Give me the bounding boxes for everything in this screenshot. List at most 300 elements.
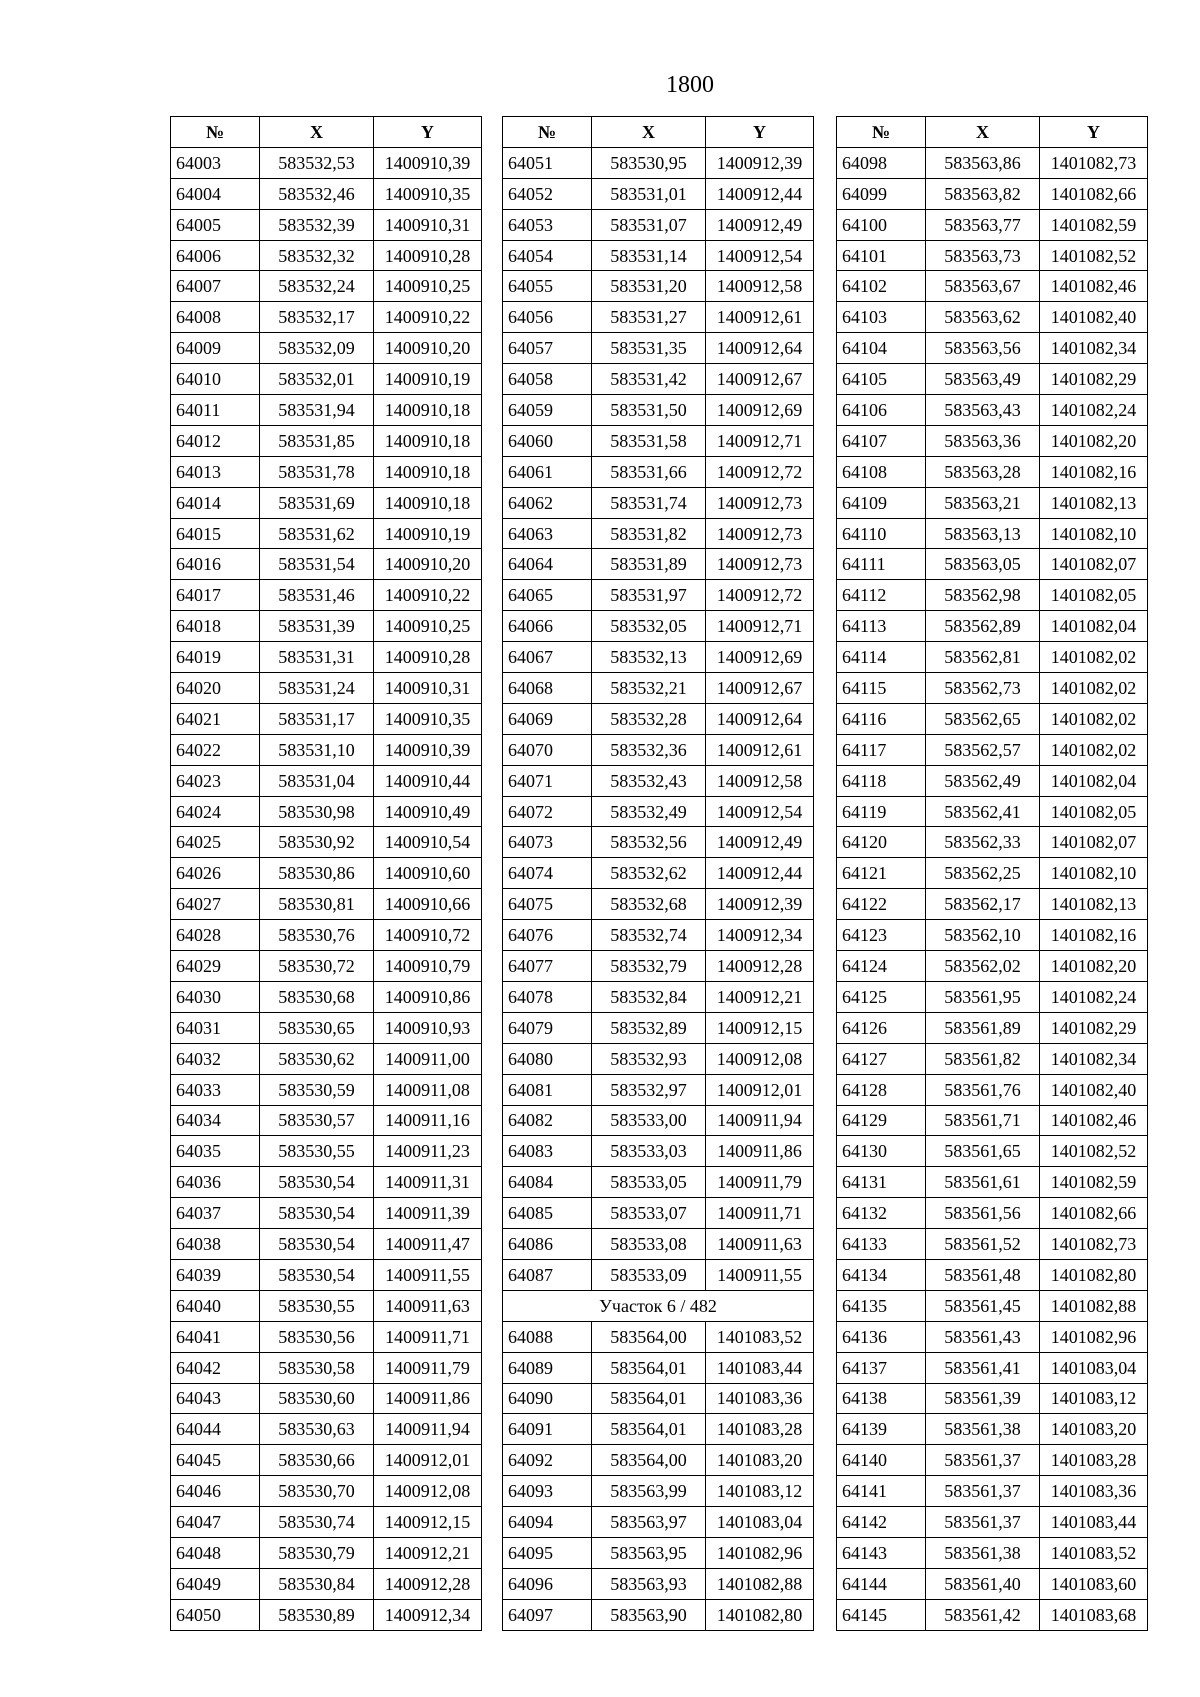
- point-number-cell: 64006: [171, 240, 260, 271]
- x-coordinate-cell: 583530,56: [260, 1321, 374, 1352]
- table-row: [503, 209, 814, 240]
- x-coordinate-cell: 583532,46: [260, 178, 374, 209]
- x-coordinate-cell: 583530,59: [260, 1074, 374, 1105]
- table-row: [837, 147, 1148, 178]
- point-number-cell: 64115: [837, 673, 926, 704]
- x-coordinate-cell: 583561,76: [926, 1074, 1040, 1105]
- table-row: [503, 920, 814, 951]
- y-coordinate-cell: 1400912,58: [706, 271, 814, 302]
- y-coordinate-cell: 1401082,73: [1040, 1229, 1148, 1260]
- table-row: [171, 1167, 482, 1198]
- header-x: X: [260, 117, 374, 148]
- y-coordinate-cell: 1400911,94: [374, 1414, 482, 1445]
- point-number-cell: 64059: [503, 395, 592, 426]
- table-row: [837, 1537, 1148, 1568]
- x-coordinate-cell: 583530,89: [260, 1599, 374, 1630]
- table-row: [503, 1414, 814, 1445]
- table-row: [503, 673, 814, 704]
- y-coordinate-cell: 1400910,39: [374, 734, 482, 765]
- x-coordinate-cell: 583561,38: [926, 1537, 1040, 1568]
- point-number-cell: 64123: [837, 920, 926, 951]
- y-coordinate-cell: 1401082,29: [1040, 364, 1148, 395]
- y-coordinate-cell: 1400912,54: [706, 796, 814, 827]
- x-coordinate-cell: 583532,79: [592, 951, 706, 982]
- table-row: [171, 1012, 482, 1043]
- y-coordinate-cell: 1400910,25: [374, 611, 482, 642]
- table-row: [171, 1445, 482, 1476]
- point-number-cell: 64101: [837, 240, 926, 271]
- point-number-cell: 64028: [171, 920, 260, 951]
- point-number-cell: 64082: [503, 1105, 592, 1136]
- point-number-cell: 64012: [171, 425, 260, 456]
- y-coordinate-cell: 1400912,34: [706, 920, 814, 951]
- y-coordinate-cell: 1401083,28: [1040, 1445, 1148, 1476]
- table-row: [171, 364, 482, 395]
- point-number-cell: 64114: [837, 642, 926, 673]
- y-coordinate-cell: 1401082,13: [1040, 487, 1148, 518]
- header-number: №: [837, 117, 926, 148]
- y-coordinate-cell: 1400912,54: [706, 240, 814, 271]
- x-coordinate-cell: 583531,07: [592, 209, 706, 240]
- y-coordinate-cell: 1400910,31: [374, 673, 482, 704]
- y-coordinate-cell: 1401083,60: [1040, 1568, 1148, 1599]
- x-coordinate-cell: 583531,35: [592, 333, 706, 364]
- y-coordinate-cell: 1400912,73: [706, 549, 814, 580]
- y-coordinate-cell: 1401083,04: [1040, 1352, 1148, 1383]
- table-row: [503, 518, 814, 549]
- point-number-cell: 64145: [837, 1599, 926, 1630]
- point-number-cell: 64072: [503, 796, 592, 827]
- x-coordinate-cell: 583563,49: [926, 364, 1040, 395]
- y-coordinate-cell: 1400910,31: [374, 209, 482, 240]
- y-coordinate-cell: 1400910,79: [374, 951, 482, 982]
- x-coordinate-cell: 583563,93: [592, 1568, 706, 1599]
- y-coordinate-cell: 1400910,18: [374, 487, 482, 518]
- x-coordinate-cell: 583530,54: [260, 1198, 374, 1229]
- x-coordinate-cell: 583563,77: [926, 209, 1040, 240]
- table-row: [171, 1198, 482, 1229]
- x-coordinate-cell: 583562,33: [926, 827, 1040, 858]
- table-row: [503, 765, 814, 796]
- table-row: [171, 1105, 482, 1136]
- y-coordinate-cell: 1401082,24: [1040, 395, 1148, 426]
- table-row: [503, 364, 814, 395]
- y-coordinate-cell: 1400911,55: [374, 1259, 482, 1290]
- point-number-cell: 64024: [171, 796, 260, 827]
- x-coordinate-cell: 583530,76: [260, 920, 374, 951]
- table-header-row: [837, 117, 1148, 148]
- point-number-cell: 64075: [503, 889, 592, 920]
- point-number-cell: 64007: [171, 271, 260, 302]
- point-number-cell: 64065: [503, 580, 592, 611]
- point-number-cell: 64058: [503, 364, 592, 395]
- y-coordinate-cell: 1400911,16: [374, 1105, 482, 1136]
- point-number-cell: 64009: [171, 333, 260, 364]
- table-row: [503, 1507, 814, 1538]
- point-number-cell: 64015: [171, 518, 260, 549]
- x-coordinate-cell: 583530,54: [260, 1229, 374, 1260]
- x-coordinate-cell: 583562,17: [926, 889, 1040, 920]
- table-row: [837, 1445, 1148, 1476]
- x-coordinate-cell: 583533,03: [592, 1136, 706, 1167]
- table-row: [171, 765, 482, 796]
- y-coordinate-cell: 1401083,28: [706, 1414, 814, 1445]
- point-number-cell: 64061: [503, 456, 592, 487]
- point-number-cell: 64128: [837, 1074, 926, 1105]
- table-row: [171, 1383, 482, 1414]
- table-row: [837, 673, 1148, 704]
- x-coordinate-cell: 583531,17: [260, 703, 374, 734]
- table-row: [171, 1507, 482, 1538]
- x-coordinate-cell: 583530,58: [260, 1352, 374, 1383]
- point-number-cell: 64086: [503, 1229, 592, 1260]
- x-coordinate-cell: 583563,67: [926, 271, 1040, 302]
- y-coordinate-cell: 1400912,44: [706, 178, 814, 209]
- y-coordinate-cell: 1400912,69: [706, 395, 814, 426]
- point-number-cell: 64126: [837, 1012, 926, 1043]
- x-coordinate-cell: 583561,89: [926, 1012, 1040, 1043]
- x-coordinate-cell: 583561,38: [926, 1414, 1040, 1445]
- point-number-cell: 64005: [171, 209, 260, 240]
- x-coordinate-cell: 583561,37: [926, 1445, 1040, 1476]
- table-row: [837, 765, 1148, 796]
- point-number-cell: 64107: [837, 425, 926, 456]
- y-coordinate-cell: 1400911,23: [374, 1136, 482, 1167]
- y-coordinate-cell: 1400912,28: [374, 1568, 482, 1599]
- x-coordinate-cell: 583531,04: [260, 765, 374, 796]
- table-row: [837, 1321, 1148, 1352]
- point-number-cell: 64098: [837, 147, 926, 178]
- header-y: Y: [1040, 117, 1148, 148]
- x-coordinate-cell: 583561,52: [926, 1229, 1040, 1260]
- y-coordinate-cell: 1400910,18: [374, 425, 482, 456]
- x-coordinate-cell: 583531,14: [592, 240, 706, 271]
- y-coordinate-cell: 1400910,28: [374, 642, 482, 673]
- point-number-cell: 64085: [503, 1198, 592, 1229]
- point-number-cell: 64003: [171, 147, 260, 178]
- table-row: [171, 1476, 482, 1507]
- table-row: [837, 1136, 1148, 1167]
- y-coordinate-cell: 1400912,15: [706, 1012, 814, 1043]
- y-coordinate-cell: 1400910,28: [374, 240, 482, 271]
- point-number-cell: 64039: [171, 1259, 260, 1290]
- point-number-cell: 64099: [837, 178, 926, 209]
- x-coordinate-cell: 583561,40: [926, 1568, 1040, 1599]
- point-number-cell: 64130: [837, 1136, 926, 1167]
- y-coordinate-cell: 1401082,13: [1040, 889, 1148, 920]
- y-coordinate-cell: 1400912,21: [374, 1537, 482, 1568]
- y-coordinate-cell: 1400911,63: [374, 1290, 482, 1321]
- point-number-cell: 64049: [171, 1568, 260, 1599]
- point-number-cell: 64142: [837, 1507, 926, 1538]
- y-coordinate-cell: 1401082,52: [1040, 1136, 1148, 1167]
- table-row: [837, 734, 1148, 765]
- point-number-cell: 64134: [837, 1259, 926, 1290]
- x-coordinate-cell: 583532,89: [592, 1012, 706, 1043]
- point-number-cell: 64016: [171, 549, 260, 580]
- y-coordinate-cell: 1400911,08: [374, 1074, 482, 1105]
- table-row: [837, 981, 1148, 1012]
- x-coordinate-cell: 583561,71: [926, 1105, 1040, 1136]
- point-number-cell: 64081: [503, 1074, 592, 1105]
- section-label: Участок 6 / 482: [503, 1290, 814, 1321]
- table-header-row: [503, 117, 814, 148]
- x-coordinate-cell: 583562,02: [926, 951, 1040, 982]
- x-coordinate-cell: 583530,68: [260, 981, 374, 1012]
- y-coordinate-cell: 1401082,96: [1040, 1321, 1148, 1352]
- y-coordinate-cell: 1401082,02: [1040, 642, 1148, 673]
- y-coordinate-cell: 1400910,19: [374, 518, 482, 549]
- y-coordinate-cell: 1401082,88: [1040, 1290, 1148, 1321]
- x-coordinate-cell: 583532,53: [260, 147, 374, 178]
- point-number-cell: 64100: [837, 209, 926, 240]
- table-row: [837, 1476, 1148, 1507]
- y-coordinate-cell: 1401082,46: [1040, 271, 1148, 302]
- point-number-cell: 64140: [837, 1445, 926, 1476]
- table-row: [503, 951, 814, 982]
- x-coordinate-cell: 583564,01: [592, 1414, 706, 1445]
- y-coordinate-cell: 1400912,73: [706, 487, 814, 518]
- table-row: [503, 271, 814, 302]
- x-coordinate-cell: 583532,62: [592, 858, 706, 889]
- table-row: [503, 1105, 814, 1136]
- point-number-cell: 64063: [503, 518, 592, 549]
- point-number-cell: 64122: [837, 889, 926, 920]
- y-coordinate-cell: 1400910,18: [374, 456, 482, 487]
- point-number-cell: 64143: [837, 1537, 926, 1568]
- table-row: [171, 425, 482, 456]
- y-coordinate-cell: 1400911,31: [374, 1167, 482, 1198]
- x-coordinate-cell: 583532,93: [592, 1043, 706, 1074]
- table-row: [837, 796, 1148, 827]
- point-number-cell: 64031: [171, 1012, 260, 1043]
- table-row: [503, 178, 814, 209]
- x-coordinate-cell: 583530,70: [260, 1476, 374, 1507]
- point-number-cell: 64017: [171, 580, 260, 611]
- point-number-cell: 64054: [503, 240, 592, 271]
- point-number-cell: 64138: [837, 1383, 926, 1414]
- y-coordinate-cell: 1401083,68: [1040, 1599, 1148, 1630]
- point-number-cell: 64036: [171, 1167, 260, 1198]
- point-number-cell: 64073: [503, 827, 592, 858]
- y-coordinate-cell: 1401082,16: [1040, 456, 1148, 487]
- table-row: [503, 734, 814, 765]
- point-number-cell: 64034: [171, 1105, 260, 1136]
- x-coordinate-cell: 583531,10: [260, 734, 374, 765]
- point-number-cell: 64029: [171, 951, 260, 982]
- point-number-cell: 64018: [171, 611, 260, 642]
- point-number-cell: 64136: [837, 1321, 926, 1352]
- point-number-cell: 64040: [171, 1290, 260, 1321]
- y-coordinate-cell: 1401082,02: [1040, 703, 1148, 734]
- x-coordinate-cell: 583532,32: [260, 240, 374, 271]
- y-coordinate-cell: 1401082,20: [1040, 951, 1148, 982]
- table-row: [837, 456, 1148, 487]
- point-number-cell: 64121: [837, 858, 926, 889]
- x-coordinate-cell: 583531,66: [592, 456, 706, 487]
- x-coordinate-cell: 583533,05: [592, 1167, 706, 1198]
- y-coordinate-cell: 1401082,88: [706, 1568, 814, 1599]
- point-number-cell: 64103: [837, 302, 926, 333]
- table-row: [171, 271, 482, 302]
- x-coordinate-cell: 583530,92: [260, 827, 374, 858]
- y-coordinate-cell: 1400910,44: [374, 765, 482, 796]
- point-number-cell: 64077: [503, 951, 592, 982]
- header-x: X: [926, 117, 1040, 148]
- point-number-cell: 64133: [837, 1229, 926, 1260]
- point-number-cell: 64021: [171, 703, 260, 734]
- point-number-cell: 64069: [503, 703, 592, 734]
- point-number-cell: 64078: [503, 981, 592, 1012]
- x-coordinate-cell: 583530,54: [260, 1259, 374, 1290]
- x-coordinate-cell: 583563,90: [592, 1599, 706, 1630]
- table-row: [171, 1352, 482, 1383]
- table-row: [171, 240, 482, 271]
- point-number-cell: 64112: [837, 580, 926, 611]
- point-number-cell: 64074: [503, 858, 592, 889]
- point-number-cell: 64055: [503, 271, 592, 302]
- point-number-cell: 64026: [171, 858, 260, 889]
- table-row: [171, 611, 482, 642]
- table-row: [171, 1414, 482, 1445]
- y-coordinate-cell: 1400910,54: [374, 827, 482, 858]
- table-row: [503, 981, 814, 1012]
- table-row: [837, 240, 1148, 271]
- header-x: X: [592, 117, 706, 148]
- x-coordinate-cell: 583531,74: [592, 487, 706, 518]
- x-coordinate-cell: 583531,62: [260, 518, 374, 549]
- x-coordinate-cell: 583564,01: [592, 1383, 706, 1414]
- point-number-cell: 64139: [837, 1414, 926, 1445]
- x-coordinate-cell: 583562,57: [926, 734, 1040, 765]
- x-coordinate-cell: 583561,37: [926, 1507, 1040, 1538]
- x-coordinate-cell: 583533,00: [592, 1105, 706, 1136]
- y-coordinate-cell: 1400911,71: [374, 1321, 482, 1352]
- table-row: [171, 858, 482, 889]
- x-coordinate-cell: 583564,00: [592, 1445, 706, 1476]
- table-row: [171, 302, 482, 333]
- x-coordinate-cell: 583530,95: [592, 147, 706, 178]
- x-coordinate-cell: 583531,24: [260, 673, 374, 704]
- y-coordinate-cell: 1400910,19: [374, 364, 482, 395]
- y-coordinate-cell: 1400912,08: [706, 1043, 814, 1074]
- coordinates-table-1: [170, 116, 482, 1631]
- table-row: [503, 1229, 814, 1260]
- x-coordinate-cell: 583561,95: [926, 981, 1040, 1012]
- table-row: [171, 1321, 482, 1352]
- y-coordinate-cell: 1400910,18: [374, 395, 482, 426]
- table-row: [837, 1229, 1148, 1260]
- x-coordinate-cell: 583531,58: [592, 425, 706, 456]
- table-row: [837, 1259, 1148, 1290]
- x-coordinate-cell: 583562,41: [926, 796, 1040, 827]
- table-row: [837, 1599, 1148, 1630]
- table-row: [837, 1074, 1148, 1105]
- point-number-cell: 64093: [503, 1476, 592, 1507]
- y-coordinate-cell: 1401083,12: [1040, 1383, 1148, 1414]
- x-coordinate-cell: 583530,57: [260, 1105, 374, 1136]
- point-number-cell: 64044: [171, 1414, 260, 1445]
- y-coordinate-cell: 1401082,34: [1040, 1043, 1148, 1074]
- table-row: [171, 1290, 482, 1321]
- y-coordinate-cell: 1401082,66: [1040, 1198, 1148, 1229]
- point-number-cell: 64067: [503, 642, 592, 673]
- table-row: [837, 1507, 1148, 1538]
- table-row: [503, 580, 814, 611]
- y-coordinate-cell: 1400910,22: [374, 580, 482, 611]
- x-coordinate-cell: 583532,05: [592, 611, 706, 642]
- x-coordinate-cell: 583530,86: [260, 858, 374, 889]
- table-row: [503, 1012, 814, 1043]
- x-coordinate-cell: 583563,13: [926, 518, 1040, 549]
- x-coordinate-cell: 583562,98: [926, 580, 1040, 611]
- x-coordinate-cell: 583532,09: [260, 333, 374, 364]
- x-coordinate-cell: 583561,43: [926, 1321, 1040, 1352]
- table-row: [837, 1383, 1148, 1414]
- x-coordinate-cell: 583563,73: [926, 240, 1040, 271]
- x-coordinate-cell: 583530,55: [260, 1290, 374, 1321]
- point-number-cell: 64137: [837, 1352, 926, 1383]
- table-row: [503, 1537, 814, 1568]
- section-row: [503, 1290, 814, 1321]
- x-coordinate-cell: 583531,89: [592, 549, 706, 580]
- point-number-cell: 64120: [837, 827, 926, 858]
- point-number-cell: 64041: [171, 1321, 260, 1352]
- header-number: №: [503, 117, 592, 148]
- x-coordinate-cell: 583563,86: [926, 147, 1040, 178]
- table-row: [503, 1383, 814, 1414]
- x-coordinate-cell: 583530,79: [260, 1537, 374, 1568]
- table-row: [503, 827, 814, 858]
- y-coordinate-cell: 1401082,59: [1040, 209, 1148, 240]
- y-coordinate-cell: 1400910,49: [374, 796, 482, 827]
- table-row: [837, 1290, 1148, 1321]
- point-number-cell: 64131: [837, 1167, 926, 1198]
- table-row: [503, 240, 814, 271]
- y-coordinate-cell: 1400910,86: [374, 981, 482, 1012]
- y-coordinate-cell: 1400912,73: [706, 518, 814, 549]
- x-coordinate-cell: 583530,63: [260, 1414, 374, 1445]
- table-row: [171, 1599, 482, 1630]
- point-number-cell: 64008: [171, 302, 260, 333]
- point-number-cell: 64119: [837, 796, 926, 827]
- table-row: [171, 889, 482, 920]
- point-number-cell: 64013: [171, 456, 260, 487]
- point-number-cell: 64084: [503, 1167, 592, 1198]
- y-coordinate-cell: 1401082,10: [1040, 858, 1148, 889]
- point-number-cell: 64056: [503, 302, 592, 333]
- x-coordinate-cell: 583531,69: [260, 487, 374, 518]
- point-number-cell: 64132: [837, 1198, 926, 1229]
- y-coordinate-cell: 1401083,20: [706, 1445, 814, 1476]
- table-row: [503, 333, 814, 364]
- x-coordinate-cell: 583563,36: [926, 425, 1040, 456]
- x-coordinate-cell: 583530,60: [260, 1383, 374, 1414]
- table-row: [171, 827, 482, 858]
- x-coordinate-cell: 583532,84: [592, 981, 706, 1012]
- point-number-cell: 64109: [837, 487, 926, 518]
- point-number-cell: 64079: [503, 1012, 592, 1043]
- x-coordinate-cell: 583532,43: [592, 765, 706, 796]
- y-coordinate-cell: 1401082,59: [1040, 1167, 1148, 1198]
- x-coordinate-cell: 583532,97: [592, 1074, 706, 1105]
- point-number-cell: 64022: [171, 734, 260, 765]
- x-coordinate-cell: 583531,85: [260, 425, 374, 456]
- y-coordinate-cell: 1400911,63: [706, 1229, 814, 1260]
- point-number-cell: 64032: [171, 1043, 260, 1074]
- table-row: [171, 1074, 482, 1105]
- point-number-cell: 64095: [503, 1537, 592, 1568]
